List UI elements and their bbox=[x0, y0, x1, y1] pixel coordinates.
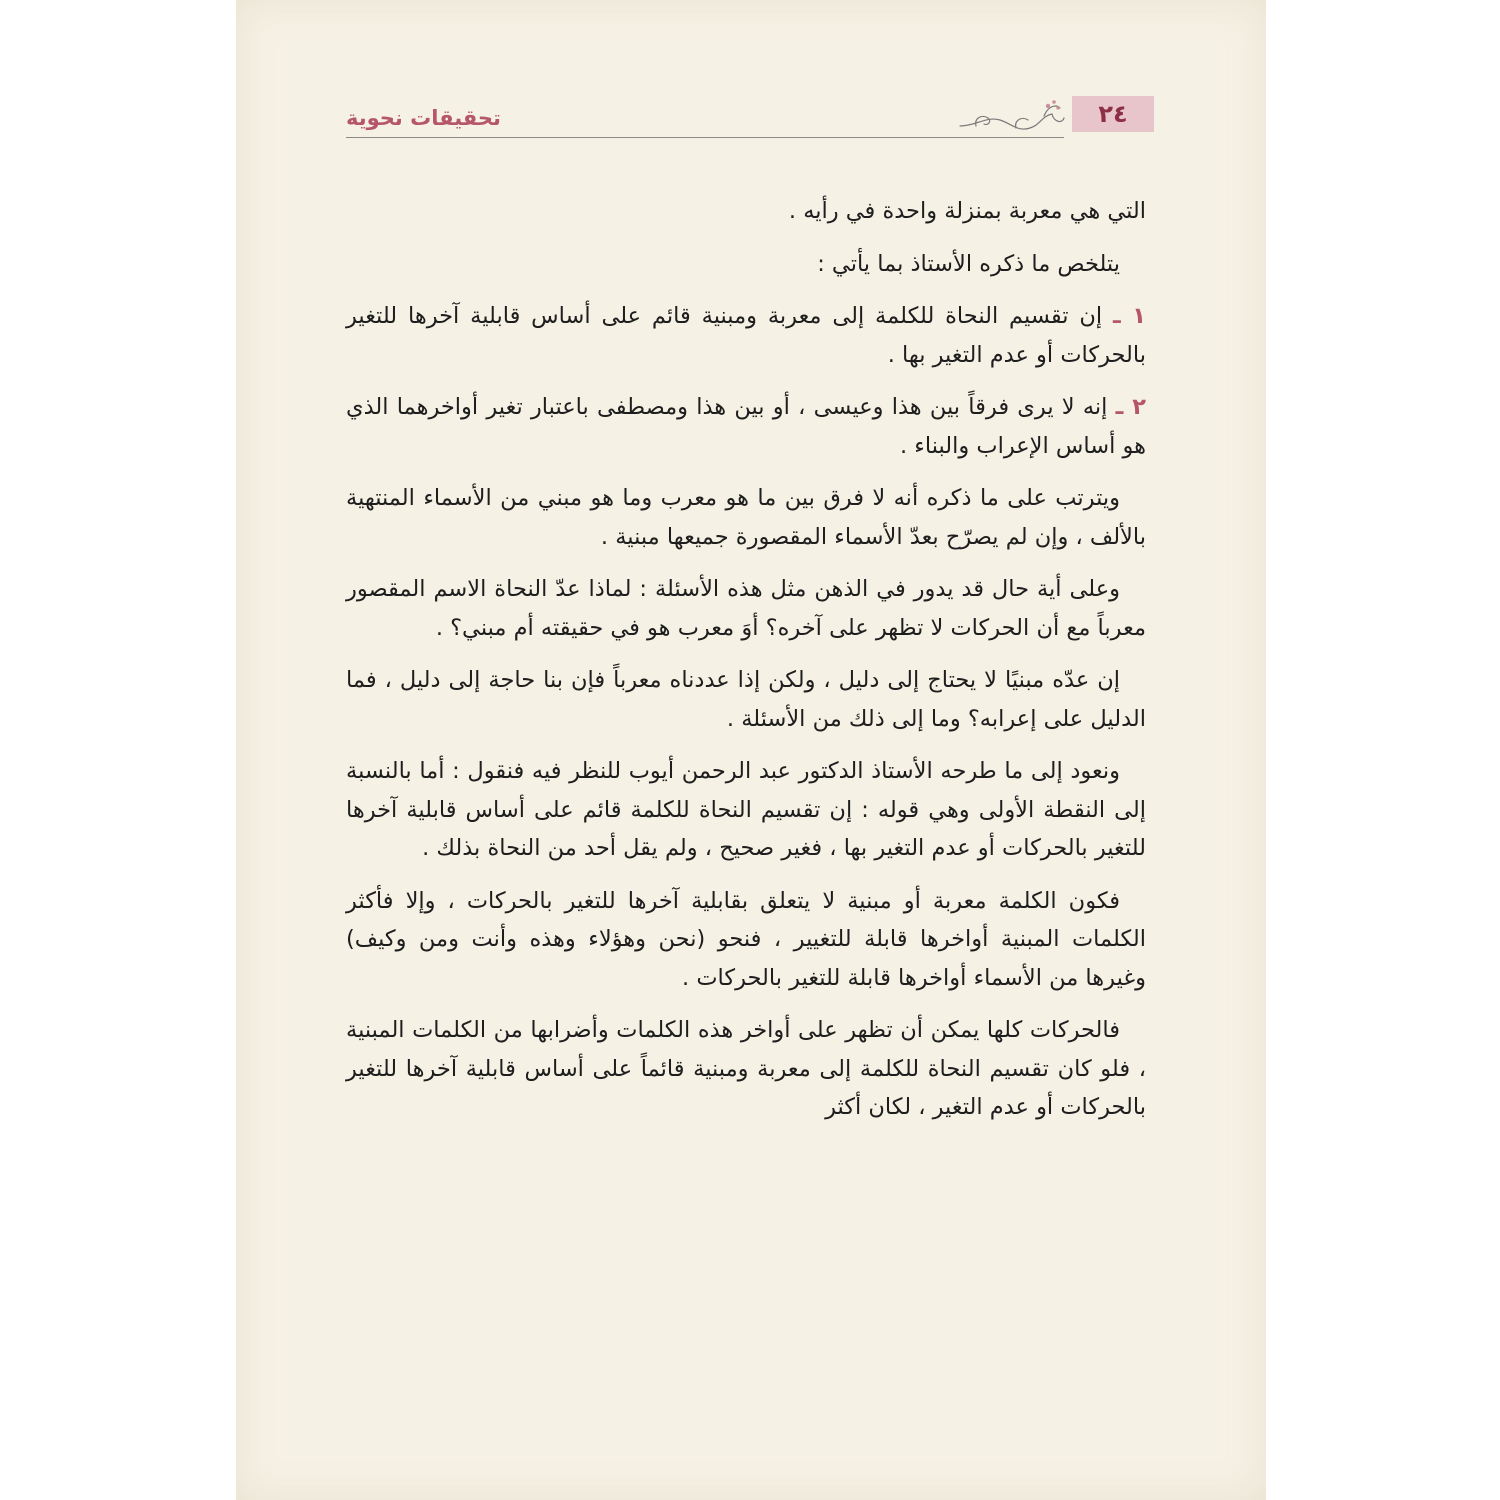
page-header bbox=[346, 92, 1154, 142]
paragraph: وعلى أية حال قد يدور في الذهن مثل هذه الأسئلة : لماذا عدّ النحاة الاسم المقصور معرباً مع أن الحركات لا تظهر على آخره؟ أوَ معرب هو في حقيقته أم مبني؟ . bbox=[346, 576, 1146, 641]
body-text bbox=[346, 192, 1146, 1141]
paragraph: التي هي معربة بمنزلة واحدة في رأيه . bbox=[788, 198, 1146, 224]
page-number: ٢٤ bbox=[1072, 96, 1154, 132]
paragraph: ويترتب على ما ذكره أنه لا فرق بين ما هو معرب وما هو مبني من الأسماء المنتهية بالألف ، وإن لم يصرّح بعدّ الأسماء المقصورة جميعها مبنية . bbox=[346, 485, 1146, 550]
paragraph: يتلخص ما ذكره الأستاذ بما يأتي : bbox=[817, 250, 1120, 277]
point-number: ٢ ـ bbox=[1115, 394, 1146, 420]
numbered-point bbox=[346, 297, 1146, 374]
flourish-ornament-icon bbox=[956, 94, 1066, 138]
book-page bbox=[236, 0, 1266, 1500]
paragraph: إن عدّه مبنيًا لا يحتاج إلى دليل ، ولكن إذا عددناه معرباً فإن بنا حاجة إلى دليل ، فما الدليل على إعرابه؟ وما إلى ذلك من الأسئلة . bbox=[346, 667, 1146, 732]
paragraph: ونعود إلى ما طرحه الأستاذ الدكتور عبد الرحمن أيوب للنظر فيه فنقول : أما بالنسبة إلى النقطة الأولى وهي قوله : إن تقسيم النحاة للكلمة قائم على أساس قابلية آخرها للتغير بالحركات أو عدم التغير بها ، فغير صحيح ، ولم يقل أحد من النحاة بذلك . bbox=[346, 758, 1146, 861]
point-text: إنه لا يرى فرقاً بين هذا وعيسى ، أو بين هذا ومصطفى باعتبار تغير أواخرهما الذي هو أساس الإعراب والبناء . bbox=[346, 394, 1146, 459]
paragraph: فالحركات كلها يمكن أن تظهر على أواخر هذه الكلمات وأضرابها من الكلمات المبنية ، فلو كان تقسيم النحاة للكلمة إلى معربة ومبنية قائماً على أساس قابلية آخرها للتغير بالحركات أو عدم التغير ، لكان أكثر bbox=[346, 1017, 1146, 1120]
numbered-point bbox=[346, 388, 1146, 465]
paragraph: فكون الكلمة معربة أو مبنية لا يتعلق بقابلية آخرها للتغير بالحركات ، وإلا فأكثر الكلمات المبنية أواخرها قابلة للتغيير ، فنحو (نحن وهؤلاء وهذه وأنت ومن وكيف) وغيرها من الأسماء أواخرها قابلة للتغير بالحركات . bbox=[346, 887, 1146, 991]
point-text: إن تقسيم النحاة للكلمة إلى معربة ومبنية قائم على أساس قابلية آخرها للتغير بالحركات أو عدم التغير بها . bbox=[346, 303, 1146, 368]
running-title: تحقيقات نحوية bbox=[346, 106, 501, 130]
point-number: ١ ـ bbox=[1113, 303, 1146, 329]
